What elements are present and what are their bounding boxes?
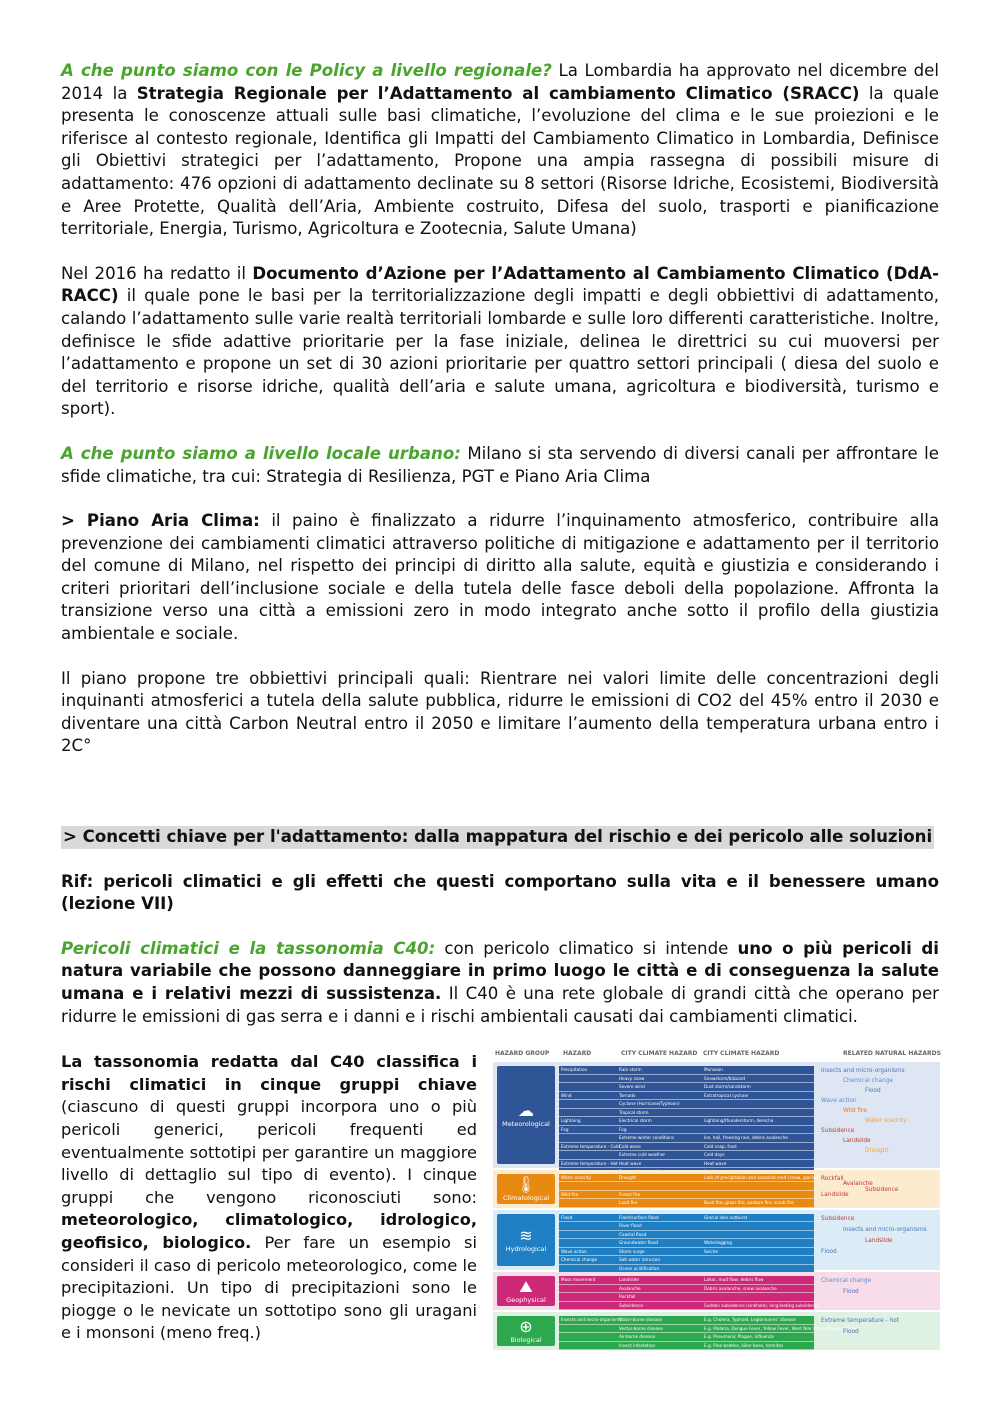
hazard-row xyxy=(559,1092,814,1101)
hazard-row xyxy=(559,1075,814,1084)
hazard-group-geophysical xyxy=(493,1272,940,1310)
hazard-group-biological xyxy=(493,1312,940,1350)
hazard-cell: Precipitation xyxy=(561,1067,588,1073)
related-hazard-label: Wave action xyxy=(821,1098,857,1105)
hazard-cell: Heavy snow xyxy=(619,1075,645,1081)
hazard-cell: Avalanche xyxy=(619,1285,641,1291)
section-heading: > Concetti chiave per l'adattamento: dalla mappatura del rischio e dei pericolo alle soluzioni xyxy=(61,826,934,849)
hazard-cell: Ice, hail, freezing rain, debris avalanche xyxy=(704,1135,788,1141)
hazard-row xyxy=(559,1199,814,1208)
hazard-cell: Cold wave xyxy=(619,1143,641,1149)
hazard-row xyxy=(559,1066,814,1075)
related-hazard-label: Insects and micro-organisms xyxy=(821,1068,905,1075)
bold-taxonomy: La tassonomia redatta dal C40 classifica i rischi climatici in cinque gruppi chiave xyxy=(61,1052,477,1094)
text: il paino è finalizzato a ridurre l’inquinamento atmosferico, contribuire alla prevenzione dei cambiamenti climatici attraverso politiche di mitigazione e adattamento per il territorio del comune di Milano, nel rispetto dei principi di diritto alla salute, equità e giustizia e considerando i criteri prioritari dell’inclusione sociale e della tutela delle fasce deboli della popolazione. Affronta la transizione verso una città a emissioni zero in modo integrato anche sotto il profilo della giustizia ambientale e sociale. xyxy=(61,511,939,644)
hazard-row xyxy=(559,1134,814,1143)
related-hazard-label: Landslide xyxy=(843,1137,871,1144)
bold-piano-aria-clima: > Piano Aria Clima: xyxy=(61,511,260,531)
text: (ciascuno di questi gruppi incorpora uno o più pericoli generici, pericoli frequenti ed eventualmente sottotipi per garantire un maggiore livello di dettaglio sul tipo di evento). I cinque gruppi che vengono riconosciuti sono: xyxy=(61,1097,477,1207)
related-hazard-label: Flood xyxy=(843,1329,859,1336)
related-hazards xyxy=(819,1276,936,1306)
hazard-cell: Lightning xyxy=(561,1118,581,1124)
hazard-cell: Cyclone (Hurricane/Typhoon) xyxy=(619,1101,680,1107)
lead-regional-policy: A che punto siamo con le Policy a livello regionale? xyxy=(61,61,552,80)
related-hazard-label: Chemical change xyxy=(843,1078,894,1085)
hazard-cell: Debris avalanche, snow avalanche xyxy=(704,1285,777,1291)
header-city-hazard-2: CITY CLIMATE HAZARD xyxy=(703,1050,780,1058)
hazard-cell: Tropical storm xyxy=(619,1109,649,1115)
hazard-row xyxy=(559,1302,819,1311)
hazard-table xyxy=(559,1214,814,1274)
hazard-cell: Extreme temperature - Hot xyxy=(561,1160,618,1166)
hazard-cell: Rockfall xyxy=(619,1294,636,1300)
hazard-row xyxy=(559,1293,814,1302)
hazard-cell: Wild fire xyxy=(561,1191,579,1197)
hazard-cell: Waterlogging xyxy=(704,1240,732,1246)
related-hazards xyxy=(819,1066,936,1164)
wave-icon: ≋ xyxy=(519,1225,533,1245)
hazard-cell: Vector-borne disease xyxy=(619,1325,663,1331)
related-hazard-label: Insects and micro-organisms xyxy=(843,1226,927,1233)
mountain-icon: ⛰ xyxy=(519,1277,533,1297)
hazard-cell: E.g. Cholera, Typhoid, Legionnaires' disease xyxy=(704,1317,796,1323)
text: il quale pone le basi per la territorializzazione degli impatti e degli obbiettivi di adattamento, calando l’adattamento sulle varie realtà territoriali lombarde e sulle loro differenti caratteristiche. Inoltre, definisce le sfide adattive prioritarie per la fase iniziale, delinea le direttrici su cui muoversi per l’adattamento e propone un set di 30 azioni prioritarie per quattro settori principali ( diesa del suolo e del territorio e risorse idriche, qualità dell’aria e salute umana, agricoltura e biodiversità, turismo e sport). xyxy=(61,286,939,419)
hazard-cell: Extratropical cyclone xyxy=(704,1092,749,1098)
header-hazard: HAZARD xyxy=(563,1050,592,1058)
hazard-group-icon-box xyxy=(497,1066,555,1164)
related-hazards xyxy=(819,1316,936,1346)
related-hazard-label: Flood xyxy=(865,1088,881,1095)
hazard-cell: River flood xyxy=(619,1223,642,1229)
hazard-row xyxy=(559,1239,814,1248)
hazard-cell: Flash/surface flood xyxy=(619,1214,659,1220)
hazard-row xyxy=(559,1182,814,1191)
cloud-icon: ☁ xyxy=(518,1100,534,1120)
hazard-row xyxy=(559,1109,814,1118)
reference-line xyxy=(61,871,939,916)
related-hazard-label: Flood xyxy=(843,1289,859,1296)
hazard-row xyxy=(559,1342,814,1351)
hazard-cell: Wave action xyxy=(561,1248,587,1254)
hazard-cell: Extreme winter conditions xyxy=(619,1135,675,1141)
related-hazard-label: Extreme temperature - hot xyxy=(821,1318,899,1325)
text: La Lombardia ha approvato nel dicembre del 2014 la xyxy=(61,61,940,103)
hazard-row xyxy=(559,1117,814,1126)
related-hazard-label: Subsidence xyxy=(865,1186,899,1193)
hazard-table xyxy=(559,1174,819,1208)
hazard-row xyxy=(559,1285,814,1294)
hazard-row xyxy=(559,1316,814,1325)
hazard-cell: Flood xyxy=(561,1214,573,1220)
hazard-cell: Land fire xyxy=(619,1200,638,1206)
hazard-cell: Sudden subsidence (sinkhole), long-lasting subsidence xyxy=(704,1302,819,1308)
hazard-group-name: Biological xyxy=(510,1336,542,1345)
bold-reference: Rif: pericoli climatici e gli effetti che questi comportano sulla vita e il benessere umano (lezione VII) xyxy=(61,871,939,914)
hazard-cell: Fog xyxy=(619,1126,627,1132)
hazard-row xyxy=(559,1143,814,1152)
hazard-group-name: Climatological xyxy=(502,1193,550,1202)
thermometer-icon: 🌡 xyxy=(515,1174,537,1194)
text: Milano si sta servendo di diversi canali per affrontare le sfide climatiche, tra cui: Strategia di Resilienza, PGT e Piano Aria Clima xyxy=(61,443,939,486)
hazard-table xyxy=(559,1066,814,1177)
hazard-group-icon-box xyxy=(497,1214,555,1267)
bold-groups: meteorologico, climatologico, idrologico, geofisico, biologico. xyxy=(61,1210,477,1252)
bold-sracc: Strategia Regionale per l’Adattamento al cambiamento Climatico (SRACC) xyxy=(136,83,860,103)
hazard-cell: Heat wave xyxy=(704,1160,727,1166)
hazard-cell: Snowstorm/blizzard xyxy=(704,1075,746,1081)
paragraph-taxonomy xyxy=(61,1051,477,1345)
paragraph-c40 xyxy=(61,938,939,1028)
hazard-cell: Chemical change xyxy=(561,1257,598,1263)
hazard-cell: Heat wave xyxy=(619,1160,642,1166)
hazard-group-name: Geophysical xyxy=(506,1296,546,1305)
hazard-cell: E.g. Pneumonic Plague, Influenza xyxy=(704,1334,774,1340)
related-hazard-label: Rockfall xyxy=(821,1175,844,1182)
related-hazard-label: Avalanche xyxy=(843,1181,873,1188)
hazard-cell: Insects and micro-organisms xyxy=(561,1317,622,1323)
header-hazard-group: HAZARD GROUP xyxy=(495,1050,550,1058)
text: Nel 2016 ha redatto il xyxy=(61,263,253,283)
hazard-row xyxy=(559,1083,814,1092)
hazard-row xyxy=(559,1151,814,1160)
hazard-row xyxy=(559,1100,814,1109)
hazard-group-icon-box xyxy=(497,1316,555,1346)
lead-c40: Pericoli climatici e la tassonomia C40: xyxy=(61,938,436,958)
hazard-cell: E.g. Malaria, Dengue Fever, Yellow Fever, West Nile Virus, Bubonic Plague xyxy=(704,1325,859,1331)
c40-taxonomy-figure xyxy=(493,1047,940,1353)
hazard-cell: Cold days xyxy=(704,1152,725,1158)
hazard-row xyxy=(559,1222,814,1231)
hazard-cell: Electrical storm xyxy=(619,1118,652,1124)
related-hazard-label: Drought xyxy=(865,1147,889,1154)
header-related-hazards: RELATED NATURAL HAZARDS xyxy=(843,1050,941,1058)
hazard-cell: Subsidence xyxy=(619,1302,644,1308)
hazard-row xyxy=(559,1214,814,1223)
hazard-cell: Rain storm xyxy=(619,1067,642,1073)
text: con pericolo climatico si intende xyxy=(435,938,738,958)
hazard-cell: Storm surge xyxy=(619,1248,645,1254)
hazard-cell: Lightning/thunderstorm, derecho xyxy=(704,1118,774,1124)
hazard-table xyxy=(559,1276,819,1310)
bold-ddaracc: Documento d’Azione per l’Adattamento al Cambiamento Climatico (DdA-RACC) xyxy=(61,263,939,306)
hazard-cell: Water scarcity xyxy=(561,1174,591,1180)
hazard-cell: Coastal flood xyxy=(619,1231,647,1237)
hazard-cell: Monsoon xyxy=(704,1067,723,1073)
hazard-group-icon-box xyxy=(497,1276,555,1306)
hazard-cell: Extreme cold weather xyxy=(619,1152,666,1158)
text: la quale presenta le conoscenze attuali sulle basi climatiche, l’evoluzione del clima e le sue proiezioni e le riferisce al contesto regionale, Identifica gli Impatti del Cambiamento Climatico in Lombardia, Definisce gli Obiettivi strategici per l’adattamento, Propone una ampia rassegna di possibili misure di adattamento: 476 opzioni di adattamento declinate su 8 settori (Risorse Idriche, Ecosistemi, Biodiversità e Aree Protette, Qualità dell’Aria, Ambiente costruito, Difesa del suolo, trasporti e pianificazione territoriale, Energia, Turismo, Agricoltura e Zootecnia, Salute Umana) xyxy=(61,83,939,239)
related-hazard-label: Landslide xyxy=(865,1237,893,1244)
hazard-cell: Ocean acidification xyxy=(619,1265,660,1271)
hazard-cell: Insect infestation xyxy=(619,1342,656,1348)
related-hazard-label: Chemical change xyxy=(821,1278,872,1285)
hazard-row xyxy=(559,1231,814,1240)
hazard-cell: Wind xyxy=(561,1092,572,1098)
hazard-cell: Tornado xyxy=(619,1092,636,1098)
hazard-row xyxy=(559,1160,814,1169)
header-city-hazard-1: CITY CLIMATE HAZARD xyxy=(621,1050,698,1058)
hazard-cell: Severe wind xyxy=(619,1084,645,1090)
hazard-cell: Salt water intrusion xyxy=(619,1257,661,1263)
figure-header xyxy=(493,1047,940,1061)
hazard-cell: Drought xyxy=(619,1174,637,1180)
paragraph-local-urban xyxy=(61,443,939,488)
related-hazards xyxy=(819,1214,936,1267)
paragraph-piano-aria-clima xyxy=(61,510,939,646)
hazard-group-icon-box xyxy=(497,1174,555,1204)
biohazard-icon: ⊕ xyxy=(519,1317,533,1337)
hazard-group-hydrological xyxy=(493,1210,940,1271)
hazard-row xyxy=(559,1191,814,1200)
paragraph-regional-policy xyxy=(61,60,939,241)
text: Il C40 è una rete globale di grandi città che operano per ridurre le emissioni di gas serra e i danni e i rischi ambientali causati dai cambiamenti climatici. xyxy=(61,984,939,1026)
hazard-cell: Dust storm/sandstorm xyxy=(704,1084,751,1090)
related-hazard-label: Wild fire xyxy=(843,1107,867,1114)
related-hazard-label: Subsidence xyxy=(821,1127,855,1134)
paragraph-ddaracc xyxy=(61,263,939,421)
hazard-cell: Cold snap, frost xyxy=(704,1143,737,1149)
hazard-cell: Extreme temperature - Cold xyxy=(561,1143,620,1149)
text: Il piano propone tre obbiettivi principali quali: Rientrare nei valori limite delle concentrazioni degli inquinanti atmosferici a tutela della salute pubblica, ridurre le emissioni di CO2 del 45% entro il 2030 e diventare una città Carbon Neutral entro il 2050 e limitare l’aumento della temperatura urbana entro i 2C° xyxy=(61,668,939,756)
hazard-cell: Water-borne disease xyxy=(619,1317,662,1323)
hazard-cell: E.g. Pine beetles, killer bees, termites xyxy=(704,1342,784,1348)
hazard-cell: Air-borne disease xyxy=(619,1334,656,1340)
related-hazard-label: Water scarcity xyxy=(865,1117,907,1124)
hazard-cell: Lack of precipitation and seasonal melt (snow, glacial) xyxy=(704,1174,819,1180)
related-hazards xyxy=(819,1174,936,1204)
hazard-row xyxy=(559,1256,814,1265)
hazard-cell: Forest fire xyxy=(619,1191,641,1197)
hazard-cell: Landslide xyxy=(619,1277,639,1283)
document-page xyxy=(61,60,939,1371)
hazard-cell: Groundwater flood xyxy=(619,1240,659,1246)
hazard-cell: Fog xyxy=(561,1126,569,1132)
hazard-row xyxy=(559,1333,814,1342)
hazard-group-meteorological xyxy=(493,1062,940,1168)
taxonomy-text-column xyxy=(61,1051,477,1345)
related-hazard-label: Flood xyxy=(821,1249,837,1256)
related-hazard-label: Subsidence xyxy=(821,1215,855,1222)
hazard-cell: Bush fire, grass fire, pasture fire, scrub fire xyxy=(704,1200,794,1206)
lead-local-urban: A che punto siamo a livello locale urbano: xyxy=(61,443,461,463)
hazard-group-name: Hydrological xyxy=(505,1244,547,1253)
hazard-cell: Lahar, mud flow, debris flow xyxy=(704,1277,764,1283)
related-hazard-label: Landslide xyxy=(821,1192,849,1199)
hazard-group-climatological xyxy=(493,1170,940,1208)
hazard-cell: Seiche xyxy=(704,1248,718,1254)
hazard-group-name: Meteorological xyxy=(502,1119,550,1128)
hazard-row xyxy=(559,1174,819,1183)
paragraph-objectives xyxy=(61,668,939,758)
taxonomy-section xyxy=(61,1051,939,1371)
hazard-cell: Glacial lake outburst xyxy=(704,1214,748,1220)
hazard-row xyxy=(559,1248,814,1257)
bold-definition: uno o più pericoli di natura variabile che possono danneggiare in primo luogo le città e di conseguenza la salute umana e i relativi mezzi di sussistenza. xyxy=(61,938,939,1003)
hazard-cell: Mass movement xyxy=(561,1277,596,1283)
hazard-row xyxy=(559,1126,814,1135)
hazard-row xyxy=(559,1276,814,1285)
text: Per fare un esempio si consideri il caso di pericolo meteorologico, come le precipitazioni. Un tipo di precipitazioni sono le piogge o le nevicate un sottotipo sono gli uragani e i monsoni (meno freq.) xyxy=(61,1232,477,1343)
